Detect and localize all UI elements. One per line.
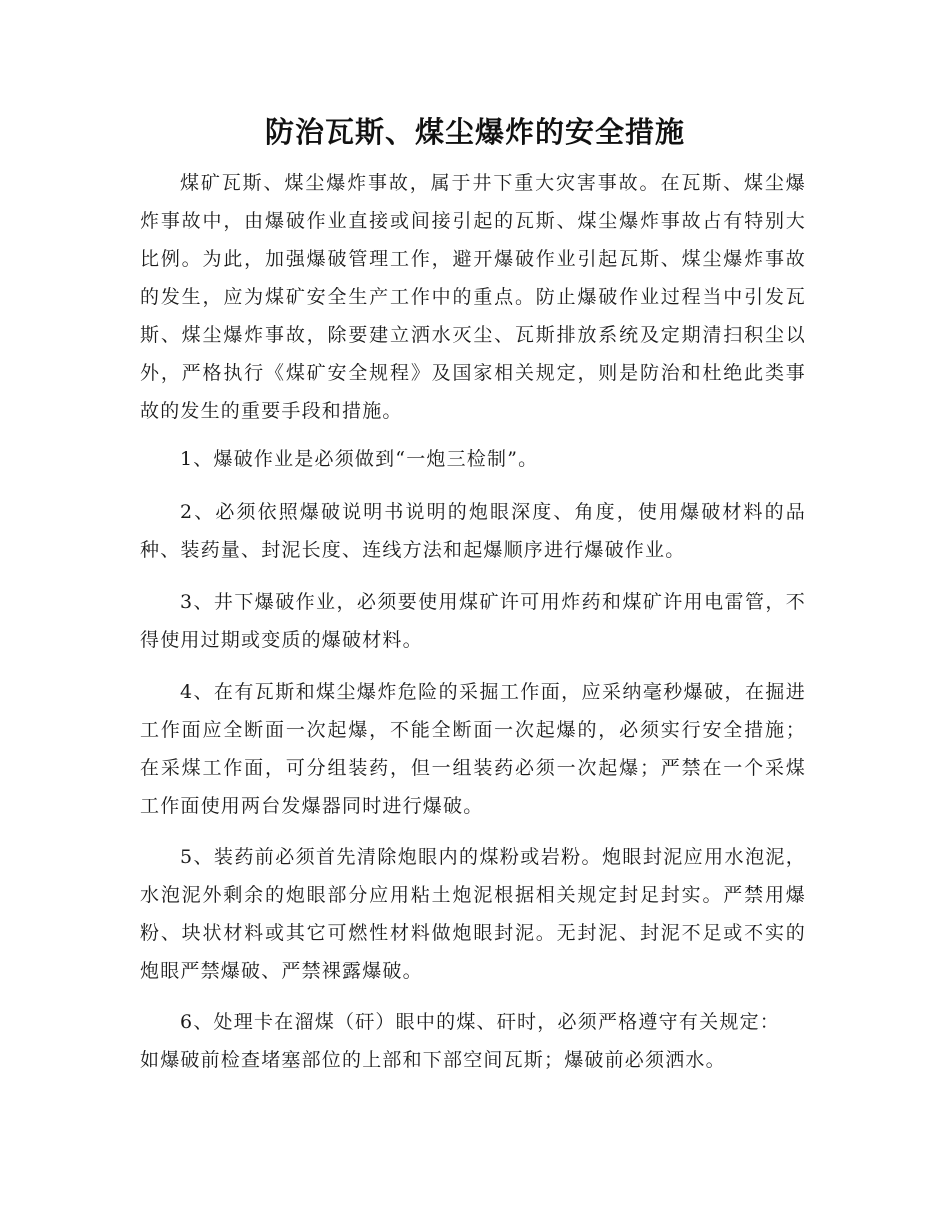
paragraph-text: 煤矿瓦斯、煤尘爆炸事故，属于井下重大灾害事故。在瓦斯、煤尘爆炸事故中，由爆破作业直接或间接引起的瓦斯、煤尘爆炸事故占有特别大比例。为此，加强爆破管理工作，避开爆破作业引起瓦斯、煤尘爆炸事故的发生，应为煤矿安全生产工作中的重点。防止爆破作业过程当中引发瓦斯、煤尘爆炸事故，除要建立洒水灭尘、瓦斯排放系统及定期清扫积尘以外，严格执行《煤矿安全规程》及国家相关规定，则是防治和杜绝此类事故的发生的重要手段和措施。 — [140, 172, 806, 422]
paragraph-text: 5、装药前必须首先清除炮眼内的煤粉或岩粉。炮眼封泥应用水泡泥，水泡泥外剩余的炮眼部分应用粘土炮泥根据相关规定封足封实。严禁用爆粉、块状材料或其它可燃性材料做炮眼封泥。无封泥、封泥不足或不实的炮眼严禁爆破、严禁裸露爆破。 — [140, 846, 806, 982]
paragraph-text: 3、井下爆破作业，必须要使用煤矿许可用炸药和煤矿许用电雷管，不得使用过期或变质的爆破材料。 — [140, 591, 806, 651]
measure-item-6 — [140, 1003, 780, 1079]
paragraph-text: 2、必须依照爆破说明书说明的炮眼深度、角度，使用爆破材料的品种、装药量、封泥长度、连线方法和起爆顺序进行爆破作业。 — [140, 501, 806, 561]
measure-item-4 — [140, 673, 806, 825]
paragraph-text: 4、在有瓦斯和煤尘爆炸危险的采掘工作面，应采纳毫秒爆破，在掘进工作面应全断面一次起爆，不能全断面一次起爆的，必须实行安全措施；在采煤工作面，可分组装药，但一组装药必须一次起爆；严禁在一个采煤工作面使用两台发爆器同时进行爆破。 — [140, 681, 806, 817]
document-title: 防治瓦斯、煤尘爆炸的安全措施 — [264, 115, 685, 149]
measure-item-5 — [140, 838, 806, 990]
intro-paragraph — [140, 164, 806, 430]
measure-item-1 — [140, 440, 806, 478]
paragraph-text: 6、处理卡在溜煤（矸）眼中的煤、矸时，必须严格遵守有关规定：如爆破前检查堵塞部位的上部和下部空间瓦斯；爆破前必须洒水。 — [140, 1011, 780, 1071]
paragraph-text: 1、爆破作业是必须做到“一炮三检制”。 — [180, 448, 539, 470]
measure-item-3 — [140, 583, 806, 659]
measure-item-2 — [140, 493, 806, 569]
